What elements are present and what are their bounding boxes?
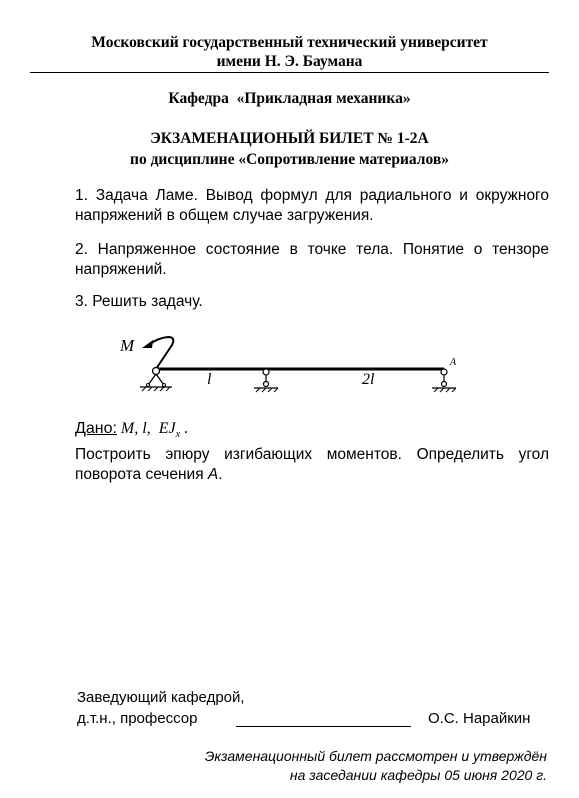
header-divider (30, 72, 549, 73)
approval-line-1: Экзаменационный билет рассмотрен и утверждён (204, 748, 547, 764)
given-tail: . (184, 420, 189, 437)
question-1 (75, 186, 549, 226)
approval-note (205, 747, 547, 785)
given-line (75, 420, 188, 440)
question-1-text: 1. Задача Ламе. Вывод формул для радиального и окружного напряжений в общем случае загружения. (75, 187, 549, 224)
right-support-icon (432, 369, 456, 392)
signature-name: О.С. Нарайкин (428, 710, 531, 727)
beam-diagram (110, 332, 470, 402)
middle-support-icon (254, 369, 278, 392)
moment-arrowhead-icon (142, 340, 153, 348)
task-text-before: Построить эпюру изгибающих моментов. Определить угол поворота сечения (75, 446, 549, 483)
given-label: Дано: (75, 420, 117, 437)
moment-label: M (120, 336, 135, 355)
approval-line-2: на заседании кафедры 05 июня 2020 г. (289, 767, 547, 783)
ticket-title: ЭКЗАМЕНАЦИОНЫЙ БИЛЕТ № 1-2А (150, 130, 429, 147)
question-2 (75, 240, 549, 280)
moment-arrow-icon (150, 337, 173, 369)
university-name (30, 33, 549, 71)
left-support-icon (140, 368, 172, 392)
question-3-text: 3. Решить задачу. (75, 293, 203, 310)
ticket-subtitle: по дисциплине «Сопротивление материалов» (130, 151, 449, 168)
university-line-1: Московский государственный технический университет (91, 34, 488, 51)
point-a-label: A (450, 357, 457, 368)
signature-line (236, 726, 411, 727)
given-values: M, l, (120, 420, 151, 437)
given-ej-sub: x (175, 429, 181, 441)
span-2-label: 2l (362, 371, 375, 388)
department-name: Кафедра «Прикладная механика» (168, 90, 411, 107)
task-section: A (207, 466, 219, 483)
task-text-after: . (218, 466, 223, 483)
question-2-text: 2. Напряженное состояние в точке тела. Понятие о тензоре напряжений. (75, 241, 549, 278)
university-line-2: имени Н. Э. Баумана (216, 53, 363, 70)
given-ej: EJ (158, 420, 176, 437)
signature-degree: д.т.н., профессор (77, 710, 198, 727)
task-text (75, 445, 549, 485)
question-3 (75, 292, 549, 312)
signature-role: Заведующий кафедрой, (77, 689, 245, 706)
ticket-title-block (30, 128, 549, 170)
span-1-label: l (207, 371, 212, 388)
